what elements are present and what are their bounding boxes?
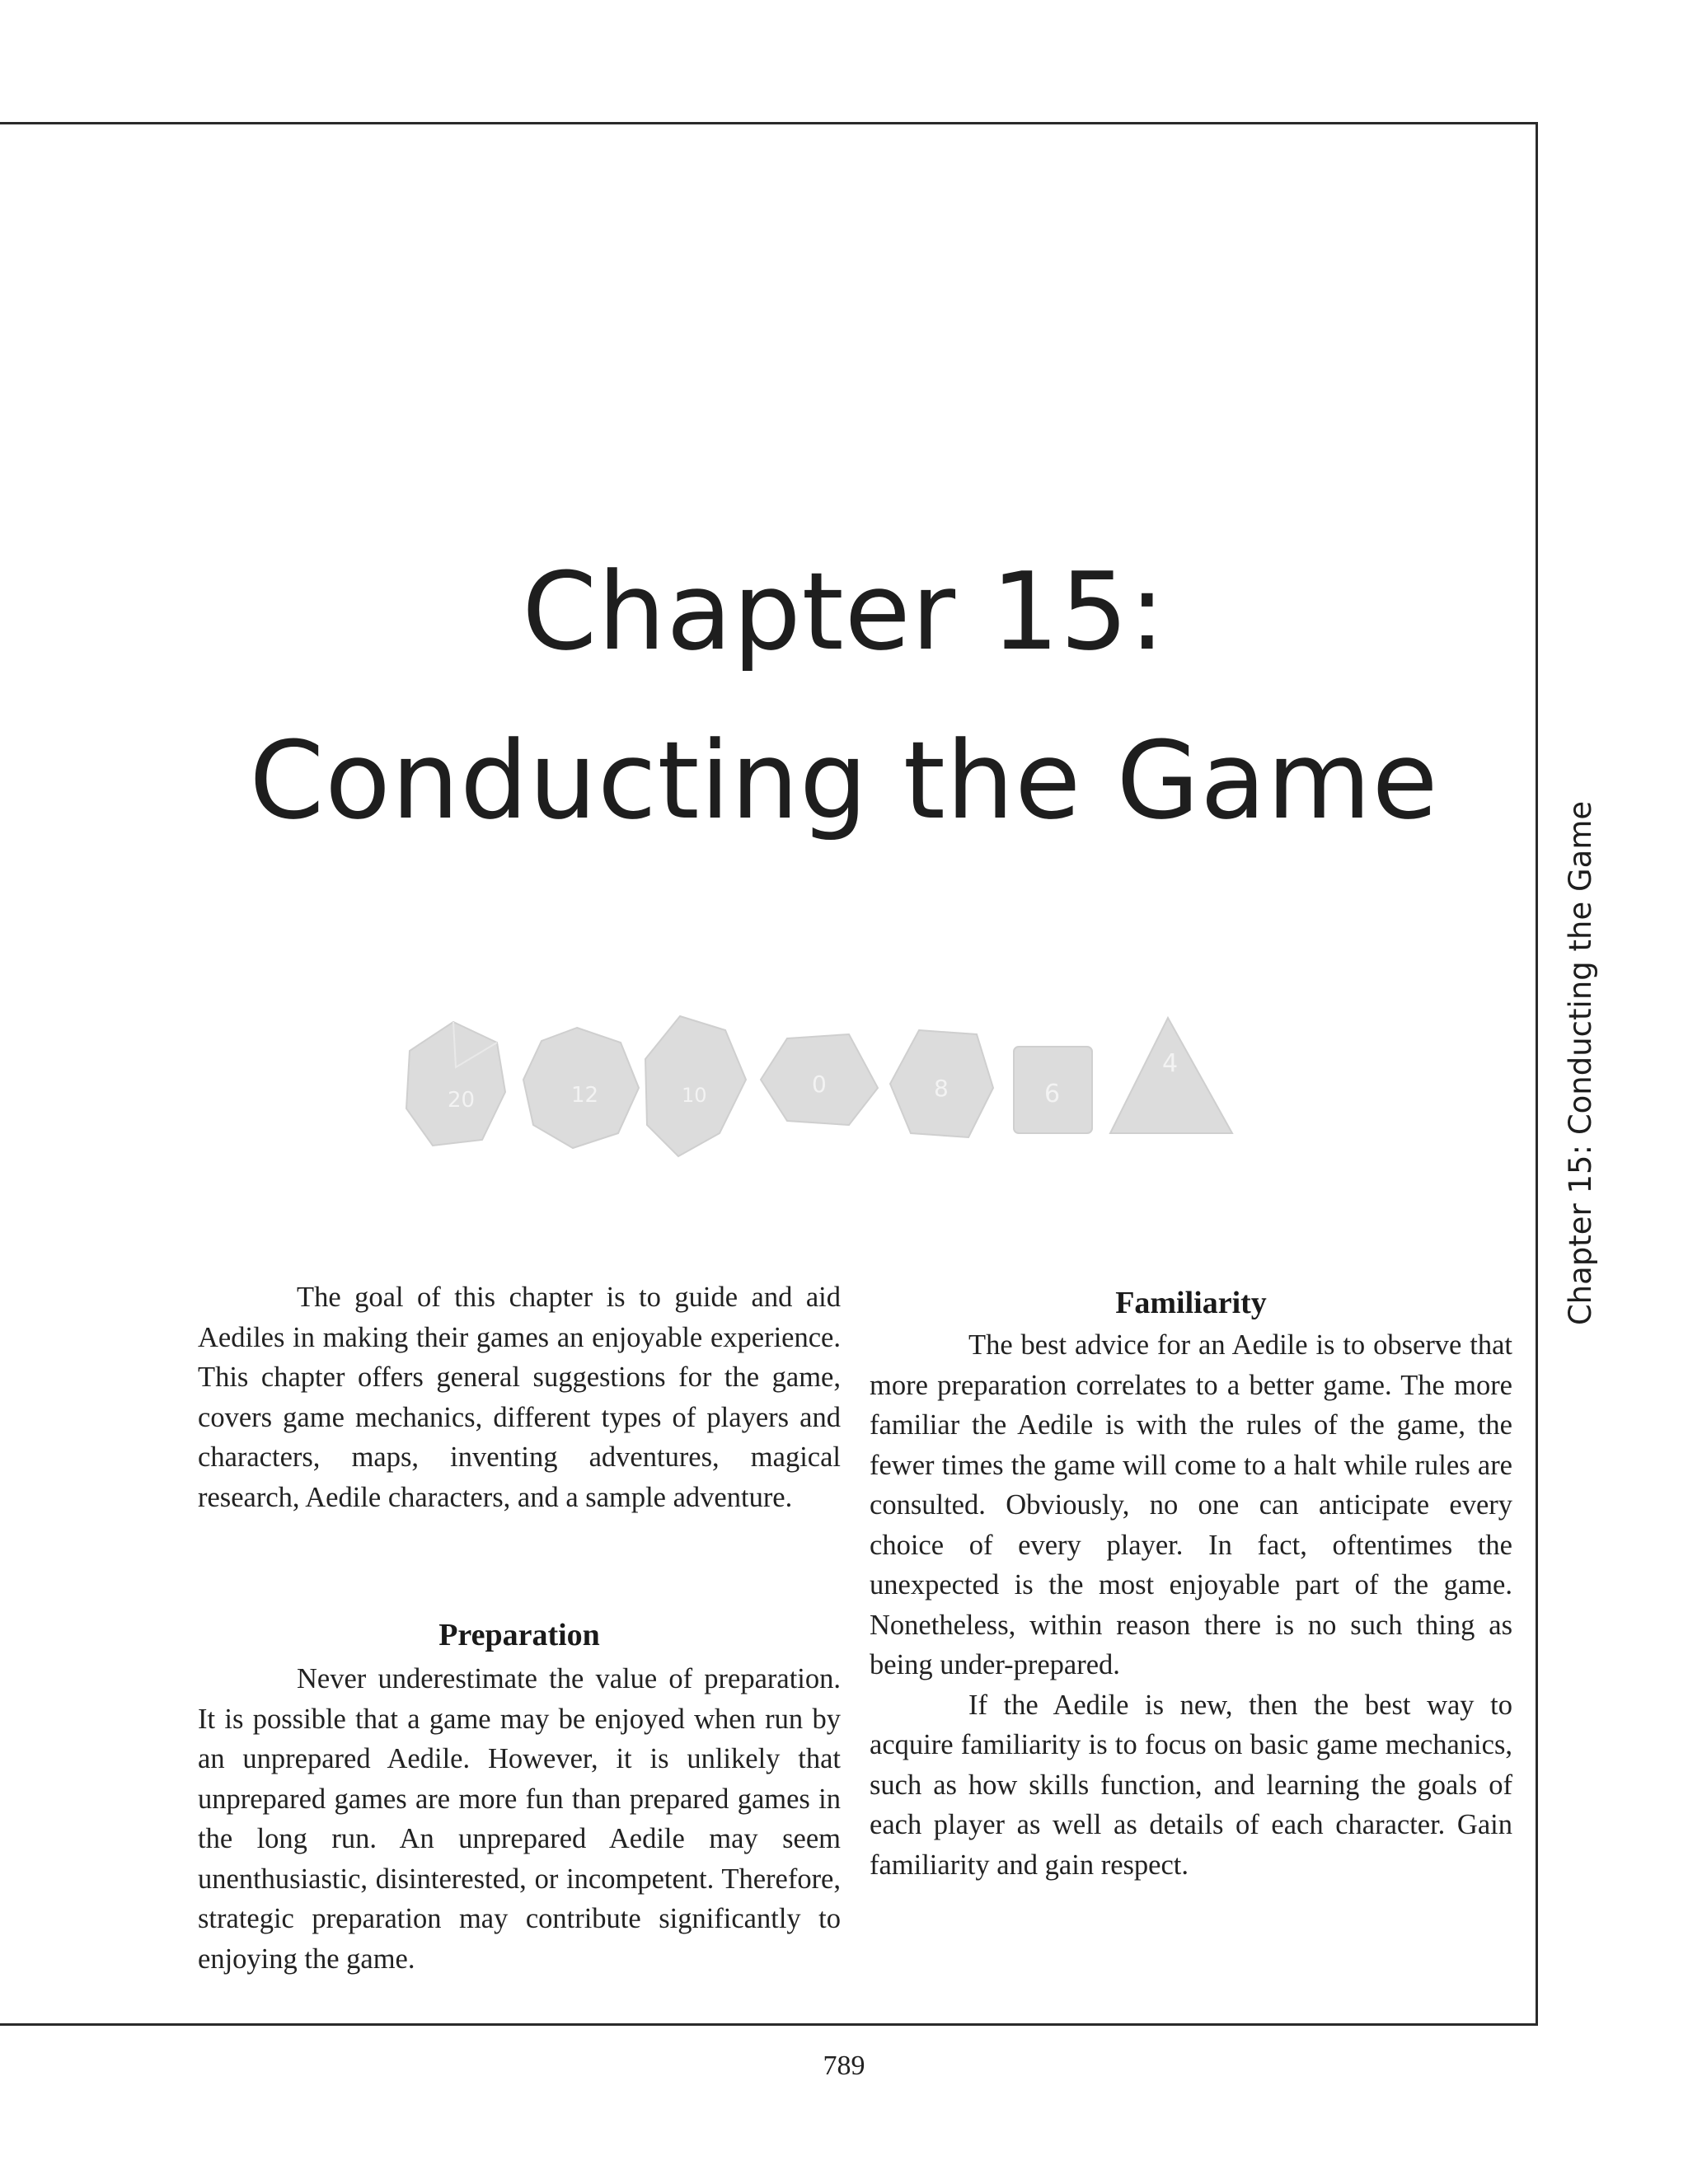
d10-percentile-label: 0 — [812, 1071, 827, 1098]
d10-die — [645, 1016, 746, 1156]
d4-die — [1110, 1018, 1232, 1133]
d20-label: 20 — [448, 1088, 476, 1113]
d4-label: 4 — [1162, 1049, 1179, 1078]
d6-die — [1014, 1047, 1092, 1133]
right-column — [870, 1277, 1512, 1885]
familiarity-paragraph-2: If the Aedile is new, then the best way to acquire familiarity is to focus on basic game mechanics, such as how skills function, and learning the goals of each player as well as details of each character. Gain familiarity and gain respect. — [870, 1689, 1512, 1881]
familiarity-heading: Familiarity — [1115, 1286, 1267, 1320]
dice-illustration — [400, 1010, 1306, 1174]
d10-percentile-die — [761, 1034, 878, 1125]
chapter-title-line-1: Chapter 15: — [522, 549, 1166, 674]
familiarity-paragraph-1: The best advice for an Aedile is to observe that more preparation correlates to a better game. The more familiar the Aedile is with the rules of the game, the fewer times the game will come to a halt while rules are consulted. Obviously, no one can anticipate every choice of every player. In fact, oftentimes the unexpected is the most enjoyable part of the game. Nonetheless, within reason there is no such thing as being under-prepared. — [870, 1329, 1512, 1680]
left-column — [198, 1277, 841, 1979]
d10-label: 10 — [682, 1084, 707, 1107]
page-number: 789 — [823, 2050, 865, 2081]
d8-die — [890, 1030, 993, 1137]
d12-label: 12 — [571, 1083, 599, 1108]
d20-die — [406, 1022, 505, 1146]
chapter-title — [0, 527, 1688, 865]
d6-label: 6 — [1044, 1080, 1061, 1108]
d8-label: 8 — [934, 1075, 949, 1102]
intro-paragraph: The goal of this chapter is to guide and aid Aediles in making their games an enjoyable experience. This chapter offers general suggestions for the game, covers game mechanics, different types of players and characters, maps, inventing adventures, magical research, Aedile characters, and a sample adventure. — [198, 1282, 841, 1513]
preparation-paragraph: Never underestimate the value of preparation. It is possible that a game may be enjoyed when run by an unprepared Aedile. However, it is unlikely that unprepared games are more fun than prepared games in the long run. An unprepared Aedile may seem unenthusiastic, disinterested, or incompetent. Therefore, strategic preparation may contribute significantly to enjoying the game. — [198, 1663, 841, 1975]
preparation-heading: Preparation — [438, 1618, 600, 1652]
chapter-title-line-2: Conducting the Game — [249, 718, 1439, 843]
running-side-title: Chapter 15: Conducting the Game — [1563, 800, 1598, 1326]
d12-die — [523, 1028, 639, 1148]
